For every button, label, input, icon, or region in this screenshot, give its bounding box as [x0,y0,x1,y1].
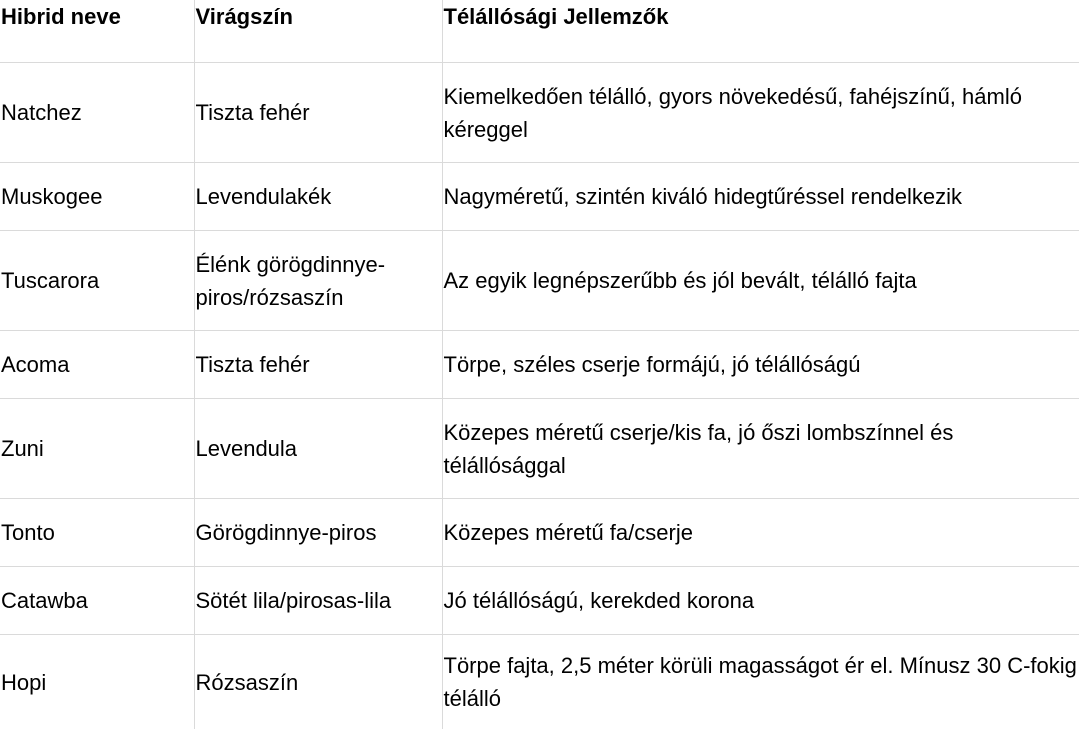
table-row [0,567,1079,635]
cell-flower-color: Élénk görögdinnye-piros/rózsaszín [194,231,442,331]
cell-hardiness: Nagyméretű, szintén kiváló hidegtűréssel rendelkezik [442,163,1079,231]
cell-hardiness: Kiemelkedően télálló, gyors növekedésű, fahéjszínű, hámló kéreggel [442,63,1079,163]
cell-flower-color: Levendulakék [194,163,442,231]
header-hardiness: Télállósági Jellemzők [442,0,1079,63]
table-row [0,63,1079,163]
cell-hybrid-name: Catawba [0,567,194,635]
table-row [0,331,1079,399]
cell-hybrid-name: Zuni [0,399,194,499]
cell-hybrid-name: Natchez [0,63,194,163]
cell-hybrid-name: Acoma [0,331,194,399]
cell-flower-color: Rózsaszín [194,635,442,729]
cell-hybrid-name: Tonto [0,499,194,567]
cell-flower-color: Tiszta fehér [194,331,442,399]
header-flower-color: Virágszín [194,0,442,63]
table-header-row [0,0,1079,63]
cell-flower-color: Sötét lila/pirosas-lila [194,567,442,635]
cell-flower-color: Tiszta fehér [194,63,442,163]
cell-hardiness: Törpe fajta, 2,5 méter körüli magasságot ér el. Mínusz 30 C-fokig télálló [442,635,1079,729]
cell-hardiness: Az egyik legnépszerűbb és jól bevált, télálló fajta [442,231,1079,331]
table-row [0,163,1079,231]
cell-flower-color: Görögdinnye-piros [194,499,442,567]
table-row [0,399,1079,499]
cell-hybrid-name: Muskogee [0,163,194,231]
header-hybrid-name: Hibrid neve [0,0,194,63]
table-row [0,499,1079,567]
table-row [0,231,1079,331]
cell-flower-color: Levendula [194,399,442,499]
cell-hardiness: Közepes méretű fa/cserje [442,499,1079,567]
cell-hardiness: Törpe, széles cserje formájú, jó télállóságú [442,331,1079,399]
cell-hybrid-name: Hopi [0,635,194,729]
cell-hardiness: Jó télállóságú, kerekded korona [442,567,1079,635]
table-row [0,635,1079,729]
cell-hardiness: Közepes méretű cserje/kis fa, jó őszi lombszínnel és télállósággal [442,399,1079,499]
cell-hybrid-name: Tuscarora [0,231,194,331]
